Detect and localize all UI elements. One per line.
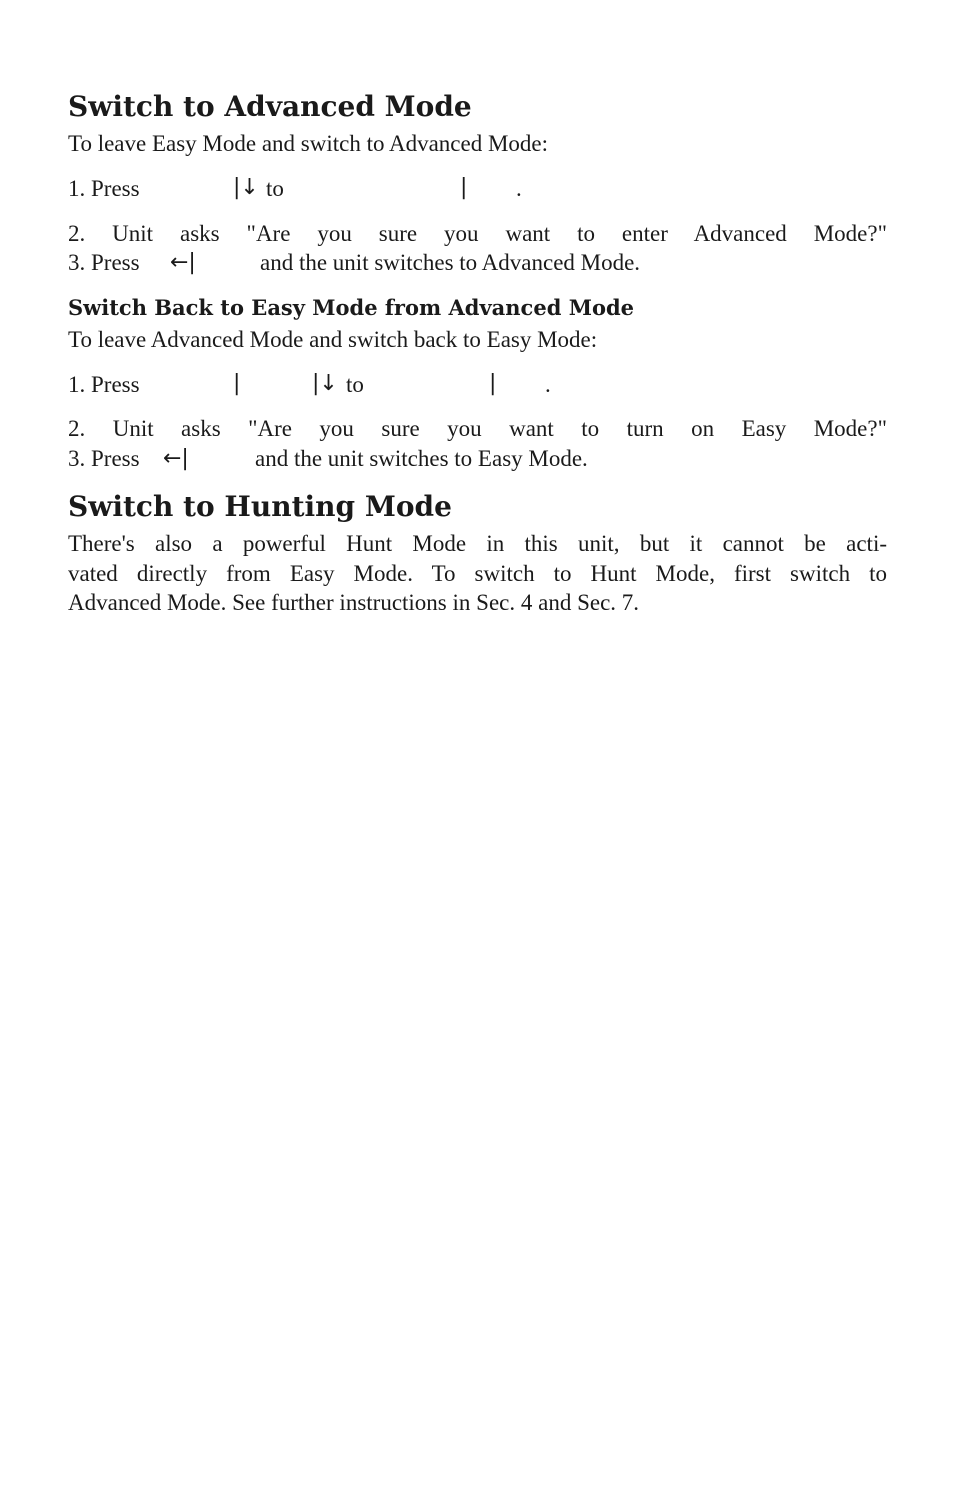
intro-advanced-mode: To leave Easy Mode and switch to Advanced Mode: xyxy=(68,131,548,156)
pipe-down-arrow-icon: |↓ xyxy=(233,175,259,200)
step-2-advanced: 2. Unit asks "Are you sure you want to enter Advanced Mode?" xyxy=(68,221,887,246)
step-rest-text: and the unit switches to Advanced Mode. xyxy=(260,250,641,275)
step-label: 3. Press xyxy=(68,446,140,471)
enter-arrow-icon: ←| xyxy=(170,250,196,275)
pipe-separator-icon: | xyxy=(460,175,468,200)
step-end-period: . xyxy=(516,176,522,201)
enter-arrow-icon: ←| xyxy=(163,446,189,471)
step-label: 1. Press xyxy=(68,372,140,397)
pipe-separator-icon: | xyxy=(489,371,497,396)
paragraph-line-1: There's also a powerful Hunt Mode in this unit, but it cannot be acti- xyxy=(68,531,887,556)
step-2-easy: 2. Unit asks "Are you sure you want to turn on Easy Mode?" xyxy=(68,416,887,441)
pipe-down-arrow-icon: |↓ xyxy=(312,371,338,396)
step-to-word: to xyxy=(266,176,284,201)
paragraph-line-2: vated directly from Easy Mode. To switch to Hunt Mode, first switch to xyxy=(68,561,887,586)
step-label: 3. Press xyxy=(68,250,140,275)
step-to-word: to xyxy=(346,372,364,397)
step-label: 1. Press xyxy=(68,176,140,201)
pipe-separator-icon: | xyxy=(233,371,241,396)
intro-easy-mode: To leave Advanced Mode and switch back to Easy Mode: xyxy=(68,327,598,352)
section-heading-advanced-mode: Switch to Advanced Mode xyxy=(68,90,472,123)
step-rest-text: and the unit switches to Easy Mode. xyxy=(255,446,588,471)
section-heading-hunting-mode: Switch to Hunting Mode xyxy=(68,490,452,523)
paragraph-line-3: Advanced Mode. See further instructions in Sec. 4 and Sec. 7. xyxy=(68,590,640,615)
section-heading-easy-mode: Switch Back to Easy Mode from Advanced Mode xyxy=(68,295,634,320)
step-end-period: . xyxy=(545,372,551,397)
